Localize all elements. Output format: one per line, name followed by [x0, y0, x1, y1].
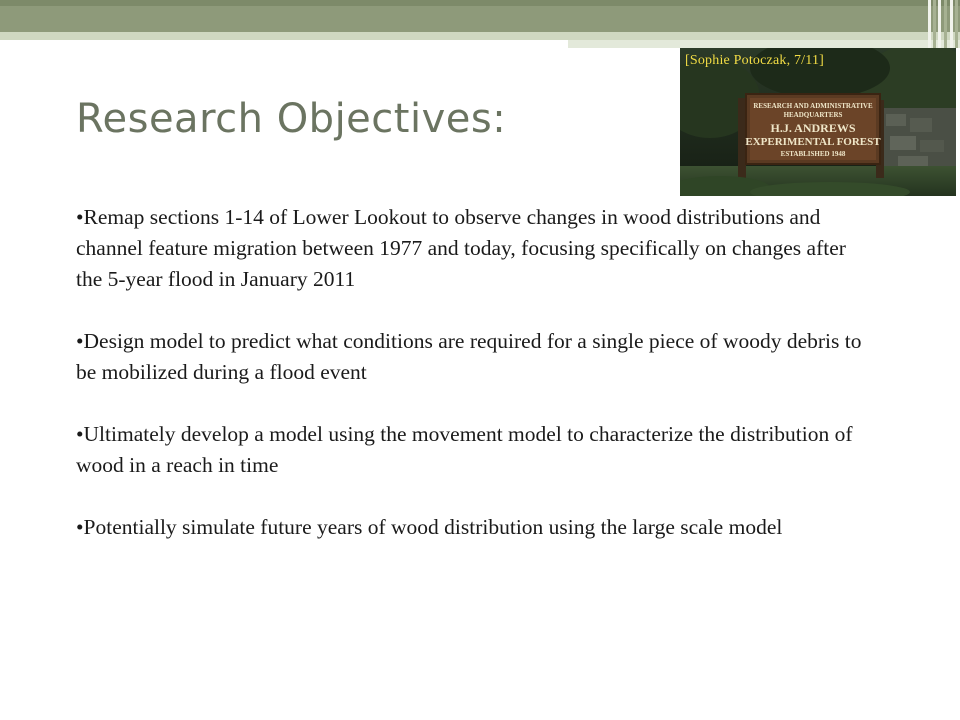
objectives-list — [76, 202, 876, 543]
objective-bullet: •Ultimately develop a model using the movement model to characterize the distribution of wood in a reach in time — [76, 422, 853, 477]
header-bar-light — [0, 32, 960, 40]
sign-line-3: H.J. ANDREWS — [770, 121, 856, 135]
slide-title: Research Objectives: — [76, 96, 507, 142]
header-stripes — [926, 0, 960, 48]
header-bar-shade — [0, 0, 960, 6]
forest-sign-photo — [680, 48, 956, 196]
sign-line-5: ESTABLISHED 1948 — [780, 150, 846, 158]
sign-line-1: RESEARCH AND ADMINISTRATIVE — [753, 102, 873, 110]
objective-bullet: •Potentially simulate future years of wood distribution using the large scale model — [76, 515, 783, 539]
sign-line-2: HEADQUARTERS — [783, 111, 843, 119]
objective-bullet: •Design model to predict what conditions are required for a single piece of woody debris to be mobilized during a flood event — [76, 329, 862, 384]
photo-caption: [Sophie Potoczak, 7/11] — [685, 53, 825, 68]
objective-bullet: •Remap sections 1-14 of Lower Lookout to observe changes in wood distributions and channel feature migration between 1977 and today, focusing specifically on changes after the 5-year flood in January 2011 — [76, 205, 846, 291]
header-bar-accent — [568, 40, 960, 48]
sign-line-4: EXPERIMENTAL FOREST — [745, 136, 881, 148]
